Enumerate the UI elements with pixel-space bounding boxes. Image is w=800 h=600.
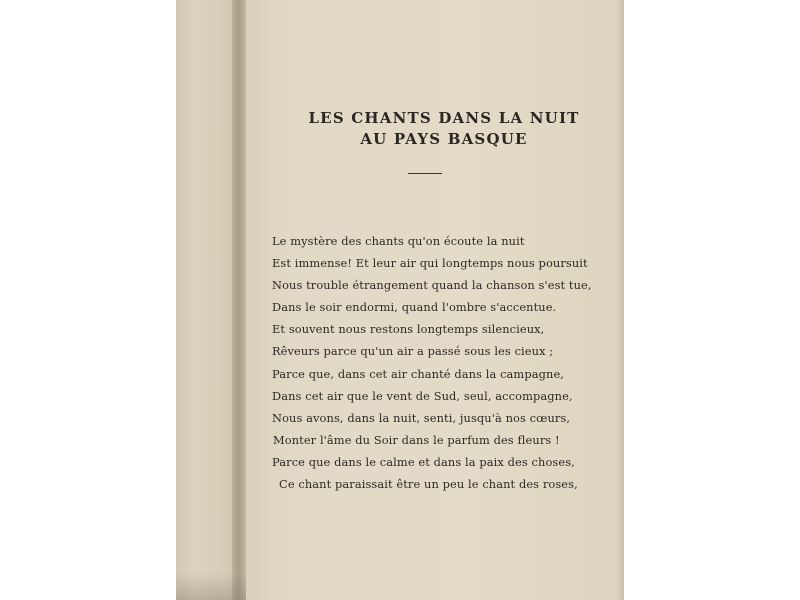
poem-title-line-1: LES CHANTS DANS LA NUIT [308, 109, 580, 127]
left-page [176, 0, 240, 600]
poem-title [244, 108, 624, 150]
poem-line: Ce chant paraissait être un peu le chant des roses, [279, 477, 578, 492]
poem-line: Et souvent nous restons longtemps silencieux, [272, 322, 545, 337]
poem-line: Dans le soir endormi, quand l'ombre s'accentue. [272, 300, 557, 315]
poem-line: Monter l'âme du Soir dans le parfum des fleurs ! [273, 432, 560, 447]
poem-line: Nous avons, dans la nuit, senti, jusqu'à nos cœurs, [272, 410, 571, 425]
poem-line: Dans cet air que le vent de Sud, seul, accompagne, [272, 388, 573, 403]
poem-line: Parce que, dans cet air chanté dans la campagne, [272, 366, 565, 381]
poem-title-line-2: AU PAYS BASQUE [360, 130, 528, 148]
poem-line: Nous trouble étrangement quand la chanson s'est tue, [272, 278, 592, 293]
poem-line: Rêveurs parce qu'un air a passé sous les cieux ; [272, 344, 554, 359]
page-edge-shadow [616, 0, 624, 600]
poem-line: Est immense! Et leur air qui longtemps nous poursuit [272, 256, 588, 271]
poem-text [272, 232, 612, 497]
book-gutter [232, 0, 246, 600]
title-divider [408, 173, 442, 174]
poem-line: Le mystère des chants qu'on écoute la nuit [272, 234, 525, 248]
page-fold-shadow [176, 572, 246, 600]
poem-line: Parce que dans le calme et dans la paix des choses, [272, 454, 575, 469]
